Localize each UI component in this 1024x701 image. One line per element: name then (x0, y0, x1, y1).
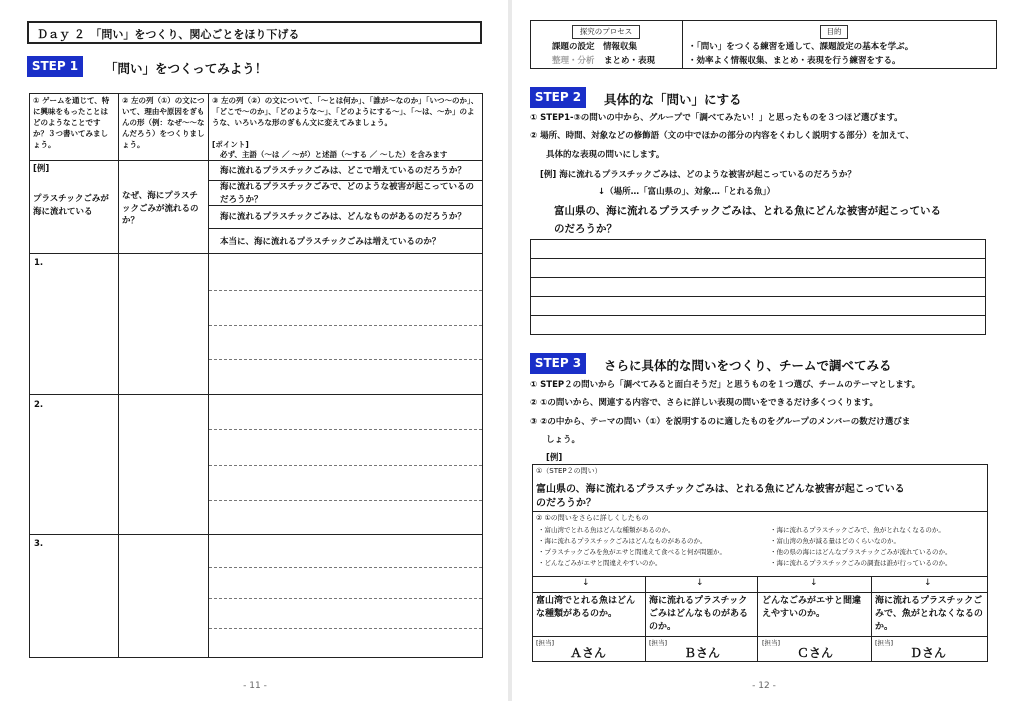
row-number-1: 1. (34, 258, 44, 268)
header-col3: ③ 左の列（②）の文について、「～とは何か」、「誰が～なのか」「いつ～のか」、「どこで～のか」、「どのような～」、「どのようにする～」、「～は、～か」のような、いろいろな形のぎもん文に変えてみましょう。 (212, 96, 479, 127)
day-title-box (27, 21, 482, 44)
step2-badge: STEP 2 (530, 87, 586, 108)
example-col3-4: 本当に、海に流れるプラスチックごみは増えているのか？ (220, 237, 441, 247)
step2-result-1: 富山県の、海に流れるプラスチックごみは、とれる魚にどんな被害が起こっている (554, 205, 942, 217)
process-line1-right: ・「問い」をつくる練習を通して、課題設定の基本を学ぶ。 (688, 42, 914, 52)
step2-item2: ② 場所、時間、対象などの修飾語（文の中でほかの部分の内容をくわしく説明する部分）を加えて、 (530, 131, 914, 141)
box-question-2: のだろうか？ (536, 498, 596, 509)
step2-arrow: ↓（場所…「富山県の」、対象…「とれる魚」） (598, 187, 776, 197)
assignee-label-c: [担当] (762, 639, 781, 647)
member-d-question: 海に流れるプラスチックごみで、魚がとれなくなるのか。 (875, 596, 983, 632)
example-label: [例] (33, 164, 50, 174)
step2-example: [例] 海に流れるプラスチックごみは、どのような被害が起こっているのだろうか？ (540, 170, 856, 180)
example-col2: なぜ、海にプラスチックごみが流れるのか？ (122, 191, 199, 226)
step3-example-label: [例] (546, 453, 563, 463)
left-page (0, 0, 508, 701)
assignee-label-a: [担当] (536, 639, 555, 647)
point-text: 必ず、主語（～は ／ ～が）と述語（～する ／ ～した）を含みます (220, 150, 448, 159)
member-b-name: Ｂさん (684, 646, 721, 660)
header-col1: ① ゲームを通じて、特に興味をもったことはどのようなことですか？３つ書いてみましょう。 (33, 96, 110, 149)
step2-item1: ① STEP1-③の問いの中から、グループで「調べてみたい！」と思ったものを３つほど選びます。 (530, 113, 903, 123)
step3-badge: STEP 3 (530, 353, 586, 374)
member-a-name: Ａさん (570, 646, 607, 660)
step2-answer-box (530, 239, 986, 335)
page-number-left: - 11 - (243, 681, 267, 691)
member-b-question: 海に流れるプラスチックごみはどんなものがあるのか。 (649, 596, 749, 632)
sub-right-3: ・他の県の海にはどんなプラスチックごみが流れているのか。 (770, 548, 952, 556)
process-line2-right: ・効率よく情報収集、まとめ・表現を行う練習をする。 (688, 56, 901, 66)
step1-table (29, 93, 483, 658)
process-line1-left: 課題の設定 情報収集 (552, 42, 638, 52)
step3-item3b: しょう。 (546, 435, 581, 445)
example-col3-2: 海に流れるプラスチックごみで、どのような被害が起こっているのだろうか？ (220, 182, 474, 205)
arrow-c: ↓ (810, 578, 818, 588)
sub-left-1: ・富山湾でとれる魚はどんな種類があるのか。 (538, 526, 675, 534)
sub-right-2: ・富山湾の魚が減る量はどのくらいなのか。 (770, 537, 900, 545)
process-line2-left-gray: 整理・分析 (552, 56, 595, 66)
example-col3-1: 海に流れるプラスチックごみは、どこで増えているのだろうか？ (220, 166, 466, 176)
step3-title: さらに具体的な問いをつくり、チームで調べてみる (604, 358, 892, 373)
step1-badge: STEP 1 (27, 56, 83, 77)
arrow-b: ↓ (696, 578, 704, 588)
sub-right-1: ・海に流れるプラスチックごみで、魚がとれなくなるのか。 (770, 526, 945, 534)
sub-label: ② ①の問いをさらに詳しくしたもの (536, 514, 649, 522)
arrow-d: ↓ (924, 578, 932, 588)
step2-item2b: 具体的な表現の問いにします。 (546, 150, 665, 160)
row-number-2: 2. (34, 400, 44, 410)
example-col3-3: 海に流れるプラスチックごみは、どんなものがあるのだろうか？ (220, 212, 466, 222)
process-line2-left: まとめ・表現 (604, 56, 656, 66)
step3-item1: ① STEP２の問いから「調べてみると面白そうだ」と思うものを１つ選び、チームのテーマとします。 (530, 380, 921, 390)
step3-item3: ③ ②の中から、テーマの問い（①）を説明するのに適したものをグループのメンバーの数だけ選びま (530, 417, 911, 427)
day-title: Ｄａｙ ２ 「問い」をつくり、関心ごとをほり下げる (37, 28, 300, 41)
step3-item2: ② ①の問いから、関連する内容で、さらに詳しい表現の問いをできるだけ多くつくります。 (530, 398, 879, 408)
step1-title: 「問い」をつくってみよう！ (105, 61, 268, 76)
box-question-1: 富山県の、海に流れるプラスチックごみは、とれる魚にどんな被害が起こっている (536, 484, 905, 495)
assignee-label-b: [担当] (649, 639, 668, 647)
arrow-a: ↓ (582, 578, 590, 588)
sub-left-2: ・海に流れるプラスチックごみはどんなものがあるのか。 (538, 537, 707, 545)
member-c-name: Ｃさん (797, 646, 834, 660)
box-label: ①（STEP２の問い） (536, 467, 602, 475)
assignee-label-d: [担当] (875, 639, 894, 647)
row-number-3: 3. (34, 539, 44, 549)
step2-title: 具体的な「問い」にする (604, 92, 742, 107)
member-d-name: Ｄさん (910, 646, 947, 660)
right-page (512, 0, 1024, 701)
page-number-right: - 12 - (752, 681, 776, 691)
point-label: [ポイント] (212, 140, 249, 149)
step2-result-2: のだろうか？ (554, 223, 617, 235)
process-header-left: 探究のプロセス (572, 25, 640, 39)
sub-left-3: ・プラスチックごみを魚がエサと間違えて食べると何が問題か。 (538, 548, 726, 556)
process-header-right: 目的 (820, 25, 848, 39)
member-a-question: 富山湾でとれる魚はどんな種類があるのか。 (536, 596, 636, 619)
header-col2: ② 左の列（①）の文について、理由や原因をぎもんの形（例：なぜ～～なんだろう）をつくりましょう。 (122, 96, 205, 149)
sub-left-4: ・どんなごみがエサと間違えやすいのか。 (538, 559, 662, 567)
sub-right-4: ・海に流れるプラスチックごみの調査は誰が行っているのか。 (770, 559, 952, 567)
example-col1: プラスチックごみが海に流れている (33, 194, 109, 217)
member-c-question: どんなごみがエサと間違えやすいのか。 (762, 596, 862, 619)
